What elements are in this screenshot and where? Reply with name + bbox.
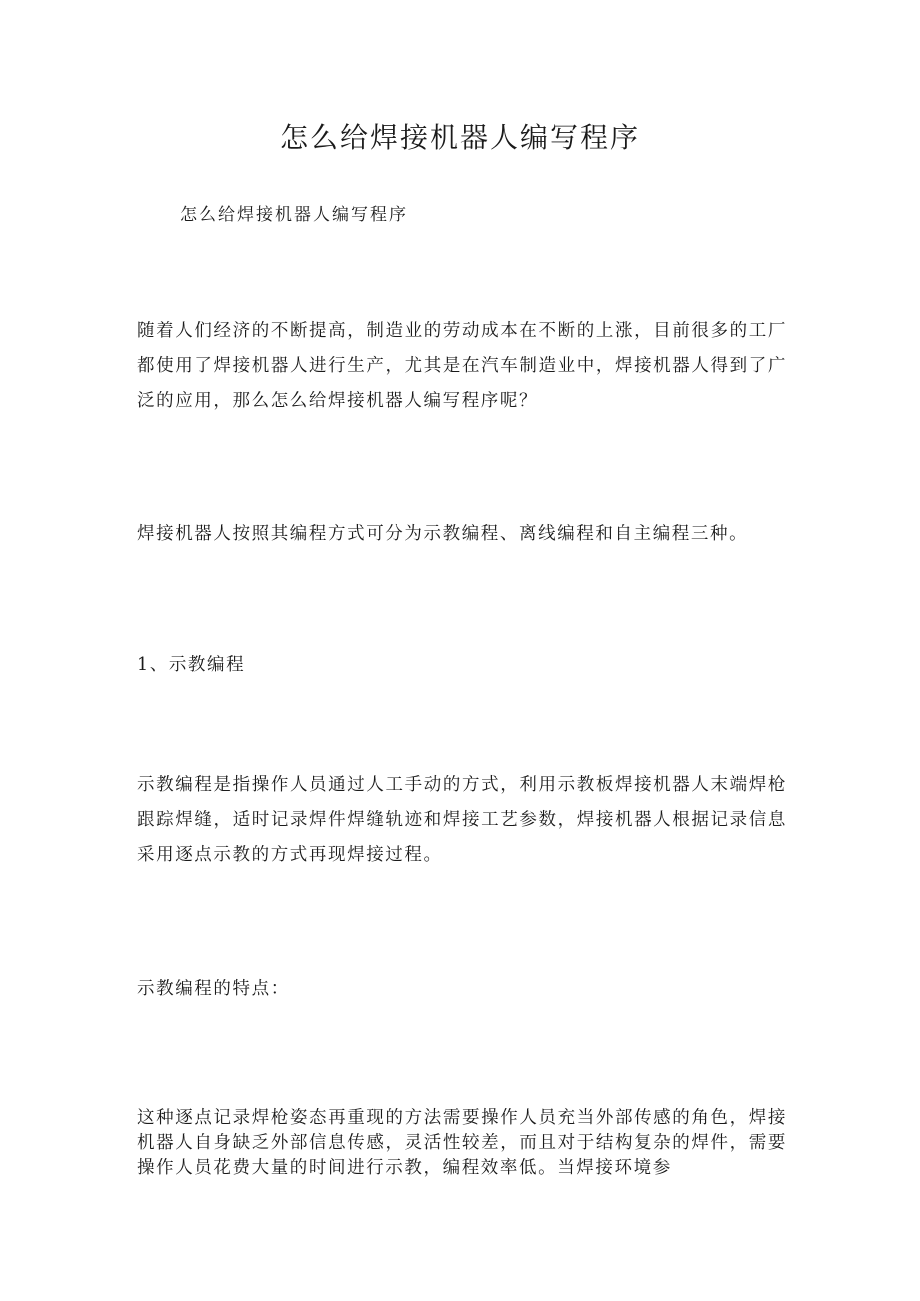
- section-heading-teach-programming: 1、示教编程: [137, 655, 246, 675]
- paragraph-teach-definition: 示教编程是指操作人员通过人工手动的方式，利用示教板焊接机器人末端焊枪跟踪焊缝，适时记录焊件焊缝轨迹和焊接工艺参数，焊接机器人根据记录信息采用逐点示教的方式再现焊接过程。: [137, 775, 787, 865]
- paragraph-teach-features-heading: 示教编程的特点：: [137, 979, 290, 999]
- document-subtitle: 怎么给焊接机器人编写程序: [180, 205, 408, 225]
- paragraph-intro: 随着人们经济的不断提高，制造业的劳动成本在不断的上涨，目前很多的工厂都使用了焊接机器人进行生产，尤其是在汽车制造业中，焊接机器人得到了广泛的应用，那么怎么给焊接机器人编写程序呢？: [137, 321, 787, 411]
- document-title: 怎么给焊接机器人编写程序: [279, 121, 640, 154]
- paragraph-teach-features: 这种逐点记录焊枪姿态再重现的方法需要操作人员充当外部传感的角色，焊接机器人自身缺乏外部信息传感，灵活性较差，而且对于结构复杂的焊件，需要操作人员花费大量的时间进行示教，编程效率低。当焊接环境参: [137, 1108, 787, 1178]
- paragraph-programming-methods: 焊接机器人按照其编程方式可分为示教编程、离线编程和自主编程三种。: [137, 524, 749, 544]
